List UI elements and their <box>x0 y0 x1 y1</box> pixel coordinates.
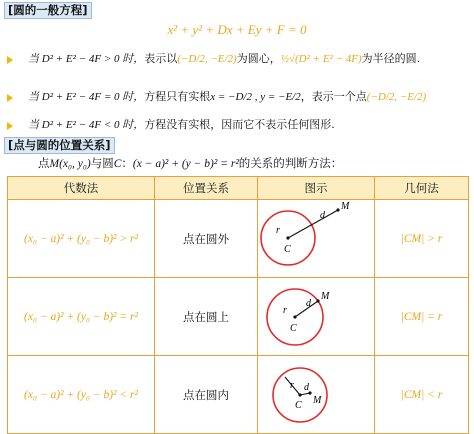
point-dot <box>336 208 339 211</box>
label-m: M <box>321 291 330 302</box>
relation-on: 点在圆上 <box>155 278 258 356</box>
label-r: r <box>276 225 280 236</box>
label-d: d <box>306 298 311 309</box>
table-header-row <box>8 177 469 200</box>
label-c: C <box>284 244 291 255</box>
geometry-outside: |CM| > r <box>375 200 469 278</box>
table-row <box>8 356 469 434</box>
relation-outside: 点在圆外 <box>155 200 258 278</box>
case-positive-text2: 为圆心， <box>236 52 281 65</box>
header-diagram: 图示 <box>258 177 375 200</box>
label-r: r <box>290 380 294 391</box>
case-positive-text3: 为半径的圆. <box>361 52 421 65</box>
point-dot <box>316 299 319 302</box>
table-row <box>8 200 469 278</box>
case-zero-text2: ，表示一个点 <box>300 90 367 103</box>
label-c: C <box>295 400 302 411</box>
geometry-inside: |CM| < r <box>375 356 469 434</box>
algebra-outside: (x₀ − a)² + (y₀ − b)² > r² <box>8 200 155 278</box>
bullet-case-positive <box>28 50 420 66</box>
diagram-on-svg <box>260 279 372 351</box>
intro-colon: ： <box>121 156 133 170</box>
case-negative-text: 方程没有实根，因而它不表示任何图形. <box>144 118 335 131</box>
label-m: M <box>313 395 322 406</box>
algebra-on: (x₀ − a)² + (y₀ − b)² = r² <box>8 278 155 356</box>
condition-zero: 当 D² + E² − 4F = 0 时， <box>28 91 145 103</box>
bullet-icon <box>7 94 13 102</box>
diagram-outside <box>258 200 375 278</box>
condition-positive: 当 D² + E² − 4F > 0 时， <box>28 53 145 65</box>
center-dot <box>286 236 289 239</box>
roots-expression: x = −D/2 , y = −E/2 <box>210 91 301 103</box>
center-dot <box>293 315 296 318</box>
intro-left: 点 <box>38 156 50 170</box>
bullet-icon <box>7 122 13 130</box>
diagram-outside-svg <box>260 201 372 273</box>
center-expression: (−D/2, −E/2) <box>177 53 237 65</box>
bullet-case-zero <box>28 88 426 104</box>
section-title-point-circle: [点与圆的位置关系] <box>4 137 115 154</box>
radius-expression: ½√(D² + E² − 4F) <box>280 53 362 65</box>
line-cm <box>288 210 338 238</box>
diagram-on <box>258 278 375 356</box>
intro-point: M(x₀, y₀) <box>49 158 91 170</box>
general-equation <box>0 22 474 38</box>
intro-right: 的关系的判断方法： <box>238 156 343 170</box>
point-expression: (−D/2, −E/2) <box>366 91 427 103</box>
label-r: r <box>283 305 287 316</box>
case-zero-text1: 方程只有实根 <box>144 90 211 103</box>
relation-intro <box>38 155 342 171</box>
algebra-inside: (x₀ − a)² + (y₀ − b)² < r² <box>8 356 155 434</box>
label-d: d <box>320 210 325 221</box>
relation-table <box>7 176 469 434</box>
label-d: d <box>304 382 309 393</box>
bullet-case-negative <box>28 116 335 132</box>
center-dot <box>298 393 301 396</box>
label-m: M <box>341 201 350 212</box>
intro-circle: C <box>113 158 122 170</box>
relation-inside: 点在圆内 <box>155 356 258 434</box>
diagram-inside-svg <box>260 357 372 429</box>
header-algebra: 代数法 <box>8 177 155 200</box>
section-title-general-equation: [圆的一般方程] <box>4 2 92 19</box>
geometry-on: |CM| = r <box>375 278 469 356</box>
intro-mid: 与圆 <box>90 156 114 170</box>
header-geometry: 几何法 <box>375 177 469 200</box>
diagram-inside <box>258 356 375 434</box>
label-c: C <box>290 323 297 334</box>
header-relation: 位置关系 <box>155 177 258 200</box>
general-equation-text: x² + y² + Dx + Ey + F = 0 <box>167 22 307 37</box>
case-positive-text1: 表示以 <box>144 52 178 65</box>
intro-equation: (x − a)² + (y − b)² = r² <box>132 158 239 170</box>
condition-negative: 当 D² + E² − 4F < 0 时， <box>28 119 145 131</box>
table-row <box>8 278 469 356</box>
bullet-icon <box>7 56 13 64</box>
